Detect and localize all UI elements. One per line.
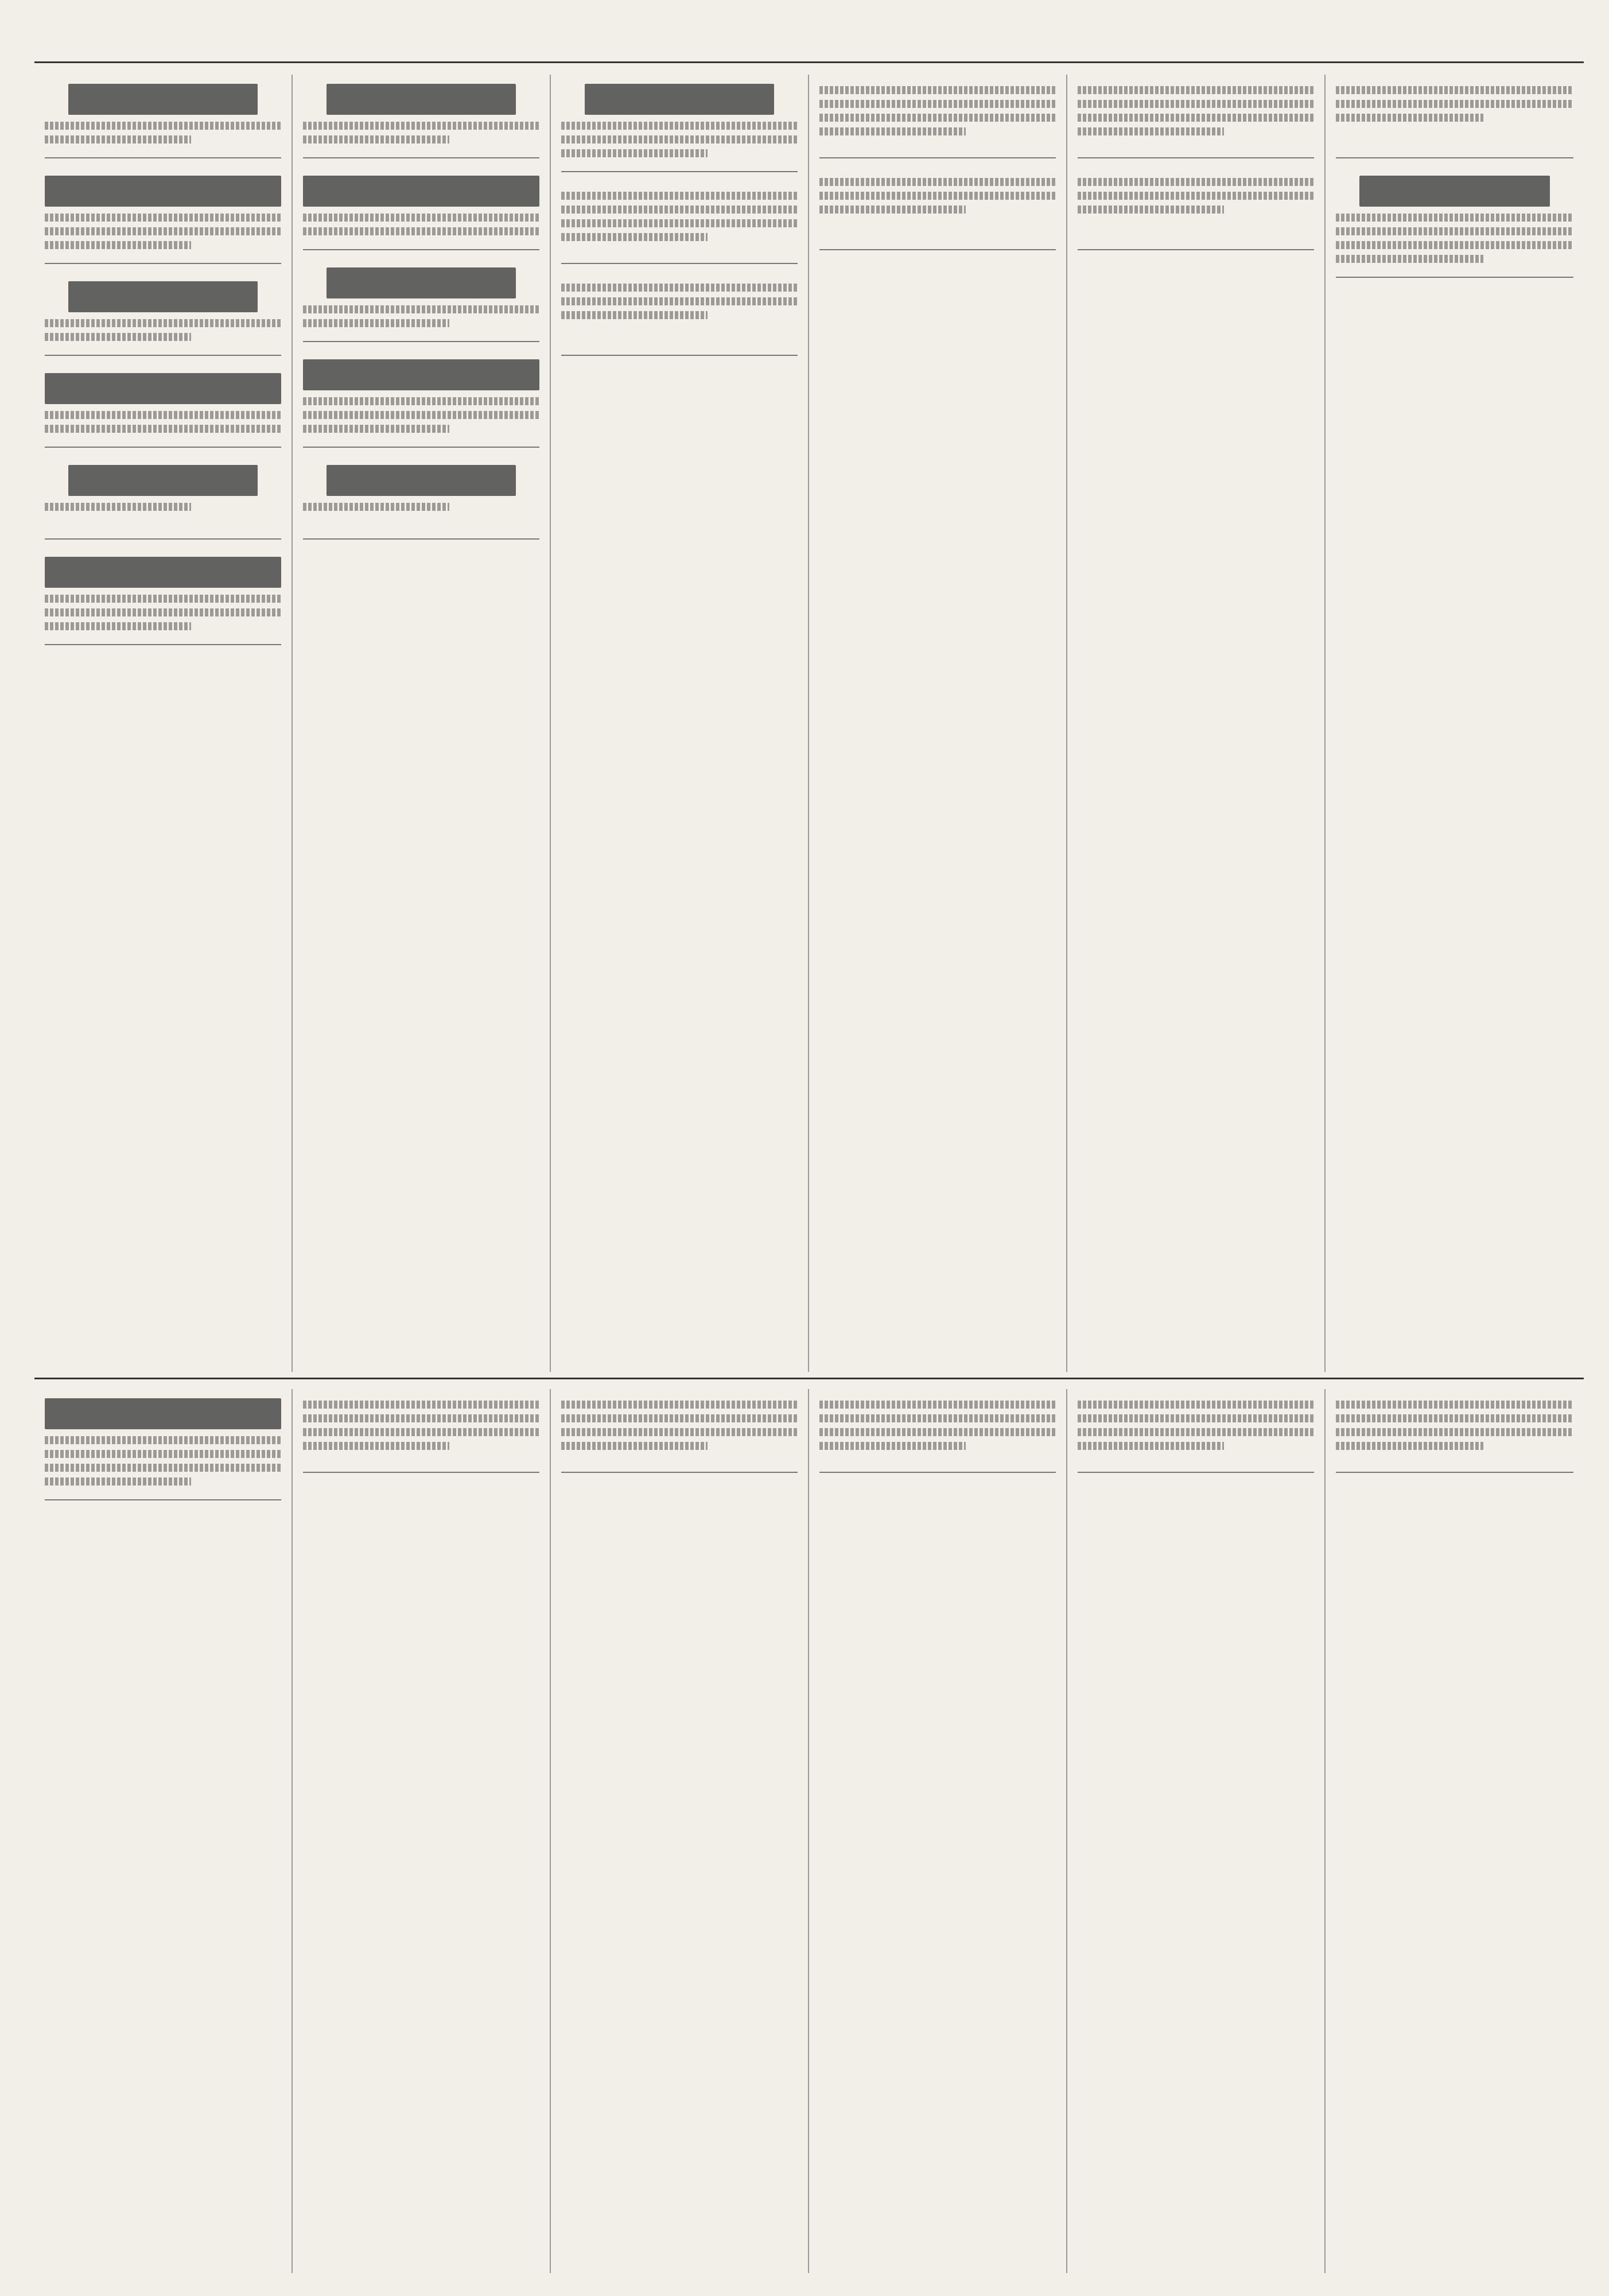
column-feuilleton-5	[1067, 1389, 1326, 2273]
feuilleton-block	[1336, 1389, 1573, 1473]
ad-block	[45, 456, 281, 540]
column-unofficial	[1326, 75, 1584, 1372]
official-block	[1078, 166, 1314, 250]
unofficial-block	[1336, 166, 1573, 278]
ad-block	[45, 272, 281, 356]
ad-block	[45, 548, 281, 645]
ad-block	[45, 166, 281, 264]
ad-block	[303, 75, 539, 158]
feuilleton-block	[45, 1389, 281, 1500]
section-divider	[34, 1378, 1584, 1379]
column-official	[551, 75, 809, 1372]
ad-block	[303, 350, 539, 448]
newspaper-page	[34, 23, 1584, 2273]
masthead	[34, 23, 1584, 63]
column-feuilleton-2	[293, 1389, 551, 2273]
column-ads-1	[34, 75, 293, 1372]
ad-block	[45, 364, 281, 448]
feuilleton-block	[819, 1389, 1056, 1473]
column-ads-2	[293, 75, 551, 1372]
column-official-2	[809, 75, 1067, 1372]
feuilleton-block	[561, 1389, 798, 1473]
column-feuilleton-3	[551, 1389, 809, 2273]
official-block	[561, 180, 798, 264]
official-block	[561, 272, 798, 356]
ad-block	[45, 75, 281, 158]
column-official-3	[1067, 75, 1326, 1372]
official-block	[819, 75, 1056, 158]
ad-block	[303, 456, 539, 540]
feuilleton-block	[1078, 1389, 1314, 1473]
column-feuilleton-6	[1326, 1389, 1584, 2273]
column-feuilleton-4	[809, 1389, 1067, 2273]
official-block	[561, 75, 798, 172]
official-block	[819, 166, 1056, 250]
feuilleton-block	[303, 1389, 539, 1473]
official-block	[1078, 75, 1314, 158]
column-feuilleton-1	[34, 1389, 293, 2273]
unofficial-block	[1336, 75, 1573, 158]
ad-block	[303, 258, 539, 342]
ad-block	[303, 166, 539, 250]
